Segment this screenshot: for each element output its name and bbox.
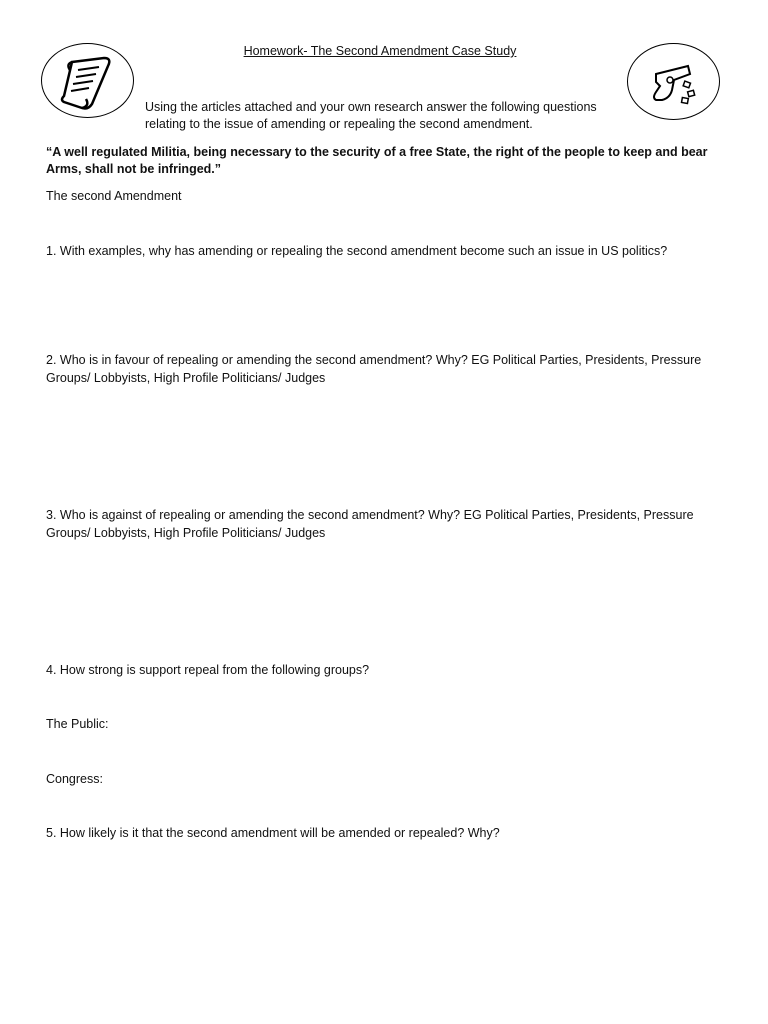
intro-text: Using the articles attached and your own research answer the following questions relating to the issue of amending or repealing the second amendment. — [145, 100, 597, 131]
question-3: 3. Who is against of repealing or amending the second amendment? Why? EG Political Parties, Presidents, Pressure Groups/ Lobbyists, High Profile Politicians/ Judges — [46, 508, 694, 540]
scroll-icon-circle — [41, 43, 134, 118]
amendment-quote: “A well regulated Militia, being necessary to the security of a free State, the right of the people to keep and bear Arms, shall not be infringed.” — [46, 145, 708, 176]
amendment-label: The second Amendment — [46, 189, 182, 203]
question-4: 4. How strong is support repeal from the following groups? — [46, 663, 370, 677]
question-4-public: The Public: — [46, 717, 109, 731]
revolver-icon — [628, 44, 719, 119]
revolver-icon-circle — [627, 43, 720, 120]
question-5: 5. How likely is it that the second amendment will be amended or repealed? Why? — [46, 826, 500, 840]
question-2: 2. Who is in favour of repealing or amending the second amendment? Why? EG Political Parties, Presidents, Pressure Groups/ Lobbyists, High Profile Politicians/ Judges — [46, 353, 702, 385]
page-title: Homework- The Second Amendment Case Study — [243, 44, 517, 58]
question-1: 1. With examples, why has amending or repealing the second amendment become such an issue in US politics? — [46, 244, 668, 258]
scroll-icon — [42, 44, 133, 117]
question-4-congress: Congress: — [46, 772, 103, 786]
